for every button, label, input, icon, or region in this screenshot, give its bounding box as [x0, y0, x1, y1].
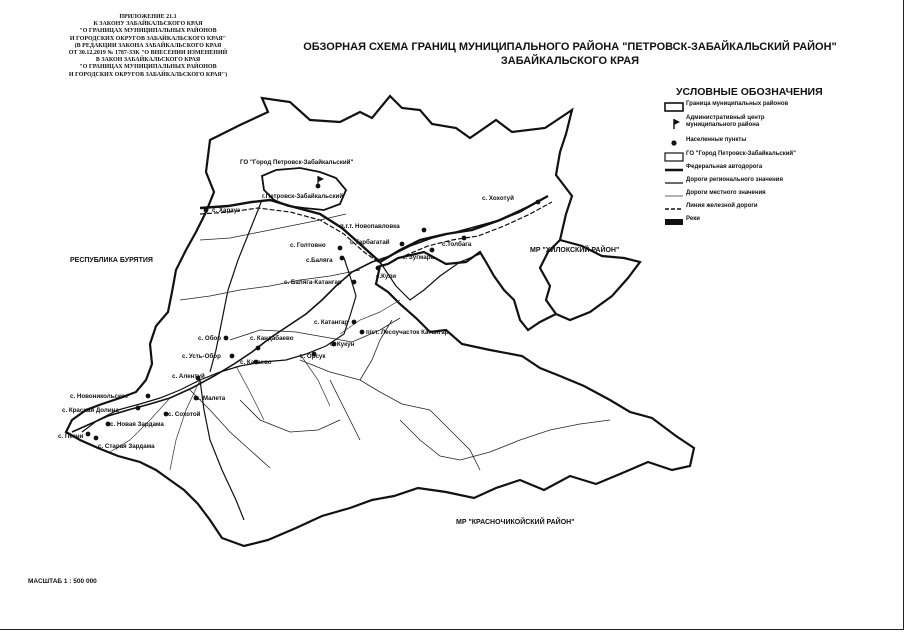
legend-label: Реки	[686, 216, 700, 222]
settlement-dot-icon	[664, 138, 684, 148]
legend-label: Линия железной дороги	[686, 203, 758, 209]
settlement-marker	[194, 395, 226, 402]
district-border-icon	[664, 102, 684, 112]
city-district-boundary	[262, 168, 346, 210]
appendix-line: И ГОРОДСКИХ ОКРУГОВ ЗАБАЙКАЛЬСКОГО КРАЯ")	[68, 71, 228, 78]
settlement-label: с. Катаево	[240, 359, 272, 366]
legend-label: Административный центр муниципального района	[686, 115, 765, 128]
map-title-line2: ЗАБАЙКАЛЬСКОГО КРАЯ	[500, 55, 640, 67]
legend-item	[664, 151, 864, 163]
settlement-marker	[240, 359, 272, 366]
settlement-marker	[94, 436, 156, 450]
region-label-krasnochikoy: МР "КРАСНОЧИКОЙСКИЙ РАЙОН"	[456, 519, 575, 526]
legend-item	[664, 190, 864, 202]
legend-label: ГО "Город Петровск-Забайкальский"	[686, 151, 796, 157]
appendix-line: К ЗАКОНУ ЗАБАЙКАЛЬСКОГО КРАЯ	[93, 21, 203, 28]
regional-road-icon	[664, 178, 684, 188]
settlement-marker	[340, 223, 426, 232]
settlement-label: с. Новоникольское	[70, 393, 129, 400]
settlement-label: с. Красная Долина	[62, 407, 119, 414]
settlement-marker	[58, 432, 90, 440]
appendix-line: (В РЕДАКЦИИ ЗАКОНА ЗАБАЙКАЛЬСКОГО КРАЯ	[74, 42, 222, 49]
river-khilok	[72, 200, 540, 432]
legend-item	[664, 216, 864, 228]
settlement-marker	[250, 335, 294, 350]
settlement-label: с. Голтовно	[290, 242, 326, 249]
settlement-marker	[314, 319, 356, 326]
settlement-label: с. Старая Зардама	[98, 443, 155, 450]
settlement-marker	[360, 329, 449, 336]
settlement-label: с. Обор	[198, 335, 222, 342]
settlement-label: с. Катангар	[314, 319, 349, 326]
settlement-marker	[330, 341, 355, 348]
admin-center-flag-icon	[316, 176, 324, 188]
city-district-border-icon	[664, 152, 684, 162]
railway-line	[200, 202, 552, 266]
settlement-label: с. Алентуй	[172, 373, 205, 380]
settlement-marker	[290, 242, 342, 250]
settlement-marker	[350, 239, 404, 246]
settlement-marker	[70, 393, 150, 400]
federal-road-icon	[664, 165, 684, 175]
legend-item	[664, 203, 864, 215]
railway-icon	[664, 204, 684, 214]
settlement-marker	[284, 279, 356, 286]
settlement-label: с.Кули	[376, 273, 397, 280]
legend-label: Граница муниципальных районов	[686, 101, 789, 107]
legend-label: Дороги местного значения	[686, 190, 766, 196]
settlement-marker	[164, 411, 201, 418]
settlement-label: с. Харауз	[212, 207, 241, 214]
legend-label: Федеральная автодорога	[686, 164, 763, 170]
map-scale: МАСШТАБ 1 : 500 000	[28, 578, 97, 585]
settlement-marker	[306, 256, 344, 264]
legend-item	[664, 115, 864, 127]
settlement-marker	[376, 266, 397, 280]
region-label-khilok: МР "ХИЛОКСКИЙ РАЙОН"	[530, 247, 620, 254]
appendix-line: ОТ 30.12.2019 № 1787-ЗЗК "О ВНЕСЕНИИ ИЗМЕНЕНИЙ	[68, 50, 228, 57]
settlement-marker	[198, 335, 228, 342]
legend-label: Дороги регионального значения	[686, 177, 783, 183]
settlement-label: с. Баляга-Катангар	[284, 279, 342, 286]
legend-label: Населенные пункты	[686, 137, 747, 143]
legend-item	[664, 164, 864, 176]
settlement-label: с. Песчи	[58, 433, 84, 440]
river-icon	[664, 217, 684, 227]
settlement-label: с. Кандабаево	[250, 335, 294, 342]
map-title-line1: ОБЗОРНАЯ СХЕМА ГРАНИЦ МУНИЦИПАЛЬНОГО РАЙОНА "ПЕТРОВСК-ЗАБАЙКАЛЬСКИЙ РАЙОН"	[303, 41, 837, 53]
appendix-line: И ГОРОДСКИХ ОКРУГОВ ЗАБАЙКАЛЬСКОГО КРАЯ"	[69, 35, 227, 42]
region-label-buryatia: РЕСПУБЛИКА БУРЯТИЯ	[70, 257, 153, 264]
settlement-label: с. Новая Зардама	[110, 421, 164, 428]
admin-center-label: г.Петровск-Забайкальский	[262, 193, 344, 200]
settlement-label: с. Хохотуй	[482, 195, 514, 202]
settlement-label: с. Малета	[196, 395, 226, 402]
settlement-label: с.Баляга	[306, 257, 333, 264]
district-boundary	[66, 96, 694, 546]
legend-item	[664, 177, 864, 189]
regional-road	[82, 200, 480, 520]
settlement-marker	[182, 353, 234, 360]
settlement-label: п.г.т. Новопавловка	[340, 223, 400, 230]
settlement-label: с.Тарбагатай	[350, 239, 390, 246]
appendix-line: ПРИЛОЖЕНИЕ 21.1	[119, 14, 177, 20]
settlement-label: с. Орсук	[300, 353, 326, 360]
settlement-marker	[106, 421, 165, 428]
settlement-marker	[482, 195, 540, 204]
settlement-label: с. Зугмара	[402, 254, 434, 261]
legend-item	[664, 101, 864, 113]
admin-center-flag-icon	[664, 116, 684, 130]
city-district-label: ГО "Город Петровск-Забайкальский"	[240, 159, 354, 166]
settlement-label: с. Усть-Обор	[182, 353, 221, 360]
legend-title: УСЛОВНЫЕ ОБОЗНАЧЕНИЯ	[676, 86, 823, 98]
settlement-label: с.Толбага	[442, 241, 472, 248]
settlement-marker	[172, 373, 205, 380]
legend-item	[664, 137, 864, 149]
settlement-label: п/ст. Лесоучасток Катангар	[366, 329, 449, 336]
settlement-label: с. Сохотой	[168, 411, 201, 418]
appendix-line: В ЗАКОН ЗАБАЙКАЛЬСКОГО КРАЯ	[95, 57, 201, 64]
appendix-line: "О ГРАНИЦАХ МУНИЦИПАЛЬНЫХ РАЙОНОВ	[79, 64, 217, 71]
appendix-line: "О ГРАНИЦАХ МУНИЦИПАЛЬНЫХ РАЙОНОВ	[79, 28, 217, 35]
local-road-icon	[664, 191, 684, 201]
settlement-label: с. Кукун	[330, 341, 355, 348]
settlement-marker	[300, 352, 326, 360]
